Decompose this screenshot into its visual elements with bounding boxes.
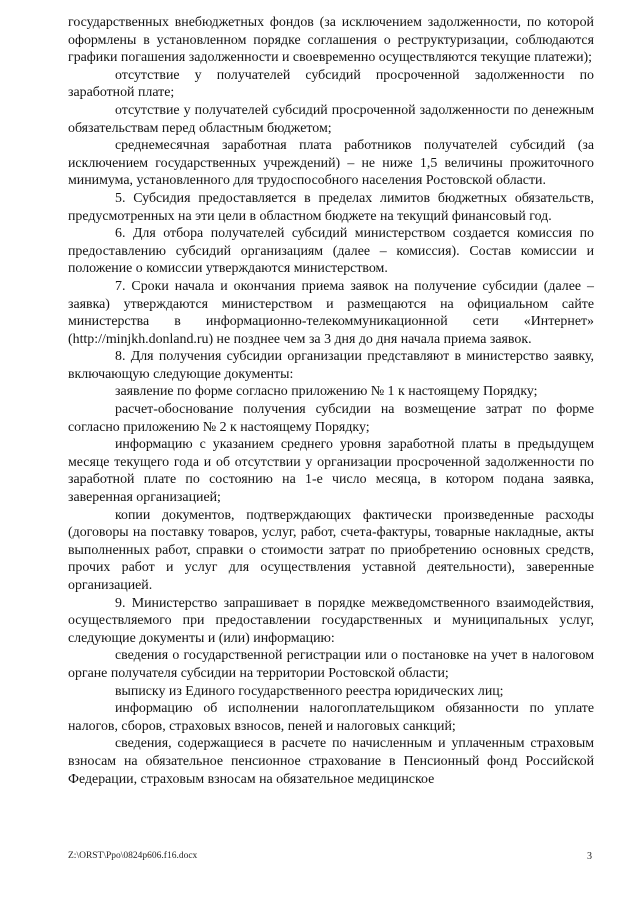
paragraph-application-form: заявление по форме согласно приложению № 1 к настоящему Порядку; — [115, 384, 538, 400]
paragraph-item-6: 6. Для отбора получателей субсидий министерством создается комиссия по предоставлению субсидий организациям (далее – комиссия). Состав комиссии и положение о комиссии утверждаются министерством. — [68, 226, 594, 277]
paragraph-no-budget-debt: отсутствие у получателей субсидий просроченной задолженности по денежным обязательствам перед областным бюджетом; — [68, 102, 594, 136]
paragraph-item-5: 5. Субсидия предоставляется в пределах лимитов бюджетных обязательств, предусмотренных на эти цели в областном бюджете на текущий финансовый год. — [68, 190, 594, 224]
paragraph-registration-info: сведения о государственной регистрации или о постановке на учет в налоговом органе получателя субсидии на территории Ростовской области; — [68, 648, 594, 681]
paragraph-insurance-info: сведения, содержащиеся в расчете по начисленным и уплаченным страховым взносам на обязательное пенсионное страхование в Пенсионный фонд Российской Федерации, страховым взносам на обязательное медицинское — [68, 736, 594, 787]
paragraph-continuation: государственных внебюджетных фондов (за исключением задолженности, по которой оформлены в установленном порядке соглашения о реструктуризации, соблюдаются графики погашения задолженности и своевременно осуществляются текущие платежи); — [68, 15, 594, 66]
paragraph-tax-info: информацию об исполнении налогоплательщиком обязанности по уплате налогов, сборов, страховых взносов, пеней и налоговых санкций; — [68, 701, 594, 734]
document-body — [68, 14, 594, 788]
footer-page-number: 3 — [587, 851, 592, 862]
footer-file-path: Z:\ORST\Ppo\0824p606.f16.docx — [68, 851, 198, 861]
paragraph-item-7: 7. Сроки начала и окончания приема заявок на получение субсидии (далее – заявка) утверждаются министерством и размещаются на официальном сайте министерства в информационно-телекоммуникационной сети «Интернет» (http://minjkh.donland.ru) не позднее чем за 3 дня до дня начала приема заявок. — [68, 278, 594, 347]
paragraph-item-8: 8. Для получения субсидии организации представляют в министерство заявку, включающую следующие документы: — [68, 349, 594, 382]
paragraph-item-9: 9. Министерство запрашивает в порядке межведомственного взаимодействия, осуществляемого при предоставлении государственных и муниципальных услуг, следующие документы и (или) информацию: — [68, 595, 594, 646]
paragraph-expense-copies: копии документов, подтверждающих фактически произведенные расходы (договоры на поставку товаров, услуг, работ, счета-фактуры, товарные накладные, акты выполненных работ, справки о стоимости затрат по приобретению основных средств, прочих работ и услуг для осуществления уставной деятельности), заверенные организацией. — [68, 507, 594, 593]
paragraph-salary-info: информацию с указанием среднего уровня заработной платы в предыдущем месяце текущего года и об отсутствии у организации просроченной задолженности по заработной плате по состоянию на 1-е число месяца, в котором подана заявка, заверенная организацией; — [68, 437, 594, 506]
paragraph-egrul-extract: выписку из Единого государственного реестра юридических лиц; — [115, 683, 504, 699]
paragraph-calculation: расчет-обоснование получения субсидии на возмещение затрат по форме согласно приложению № 2 к настоящему Порядку; — [68, 402, 594, 435]
paragraph-no-salary-debt: отсутствие у получателей субсидий просроченной задолженности по заработной плате; — [68, 67, 594, 101]
paragraph-average-salary: среднемесячная заработная плата работников получателей субсидий (за исключением государственных учреждений) – не ниже 1,5 величины прожиточного минимума, установленного для трудоспособного населения Ростовской области. — [68, 138, 594, 189]
